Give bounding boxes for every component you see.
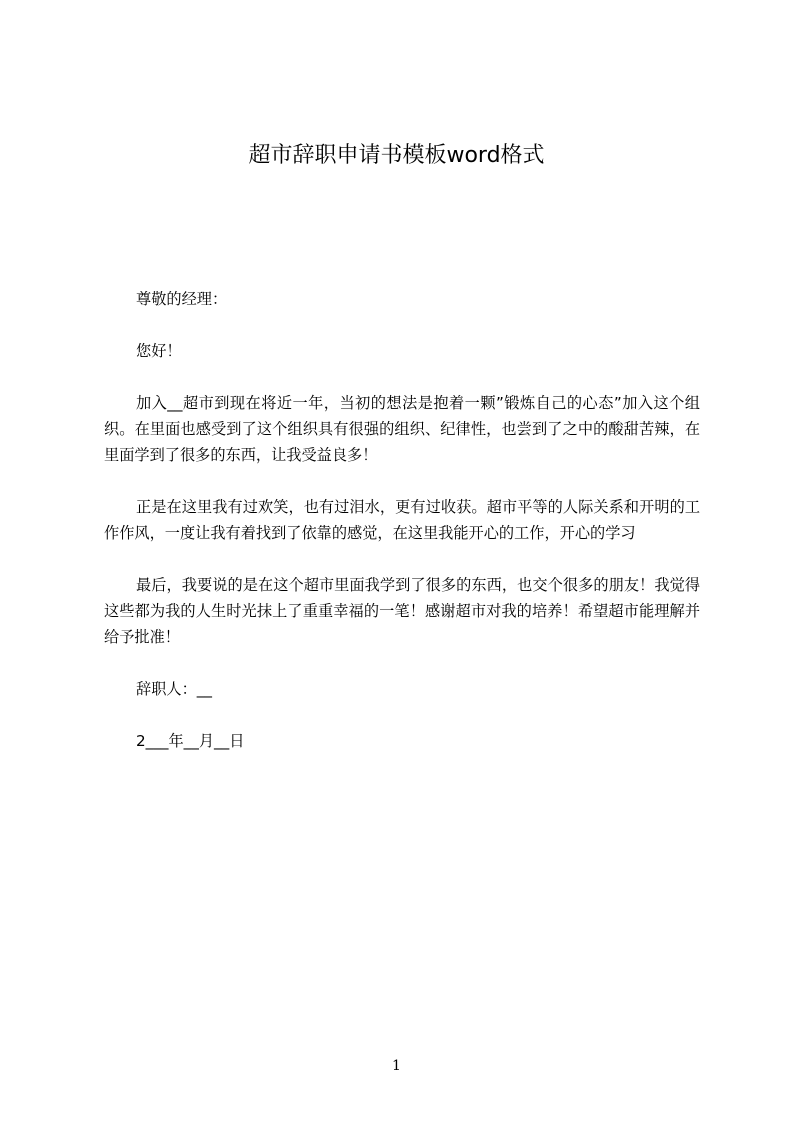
salutation: 尊敬的经理： bbox=[136, 290, 228, 308]
letter-body bbox=[104, 286, 700, 780]
body-paragraph-1: 加入__超市到现在将近一年，当初的想法是抱着一颗”锻炼自己的心态”加入这个组织。在里面也感受到了这个组织具有很强的组织、纪律性，也尝到了之中的酸甜苦辣，在里面学到了很多的东西，让我受益良多！ bbox=[104, 394, 700, 464]
body-paragraph-2: 正是在这里我有过欢笑，也有过泪水，更有过收获。超市平等的人际关系和开明的工作作风，一度让我有着找到了依靠的感觉，在这里我能开心的工作，开心的学习 bbox=[104, 498, 700, 542]
greeting: 您好！ bbox=[136, 342, 182, 360]
body-paragraph-3: 最后，我要说的是在这个超市里面我学到了很多的东西，也交个很多的朋友！我觉得这些都为我的人生时光抹上了重重幸福的一笔！感谢超市对我的培养！希望超市能理解并给予批准！ bbox=[104, 576, 700, 646]
document-title: 超市辞职申请书模板word格式 bbox=[248, 143, 545, 168]
signature-line: 辞职人：__ bbox=[136, 680, 212, 698]
date-line: 2___年__月__日 bbox=[136, 732, 245, 750]
page-number: 1 bbox=[392, 1058, 401, 1074]
